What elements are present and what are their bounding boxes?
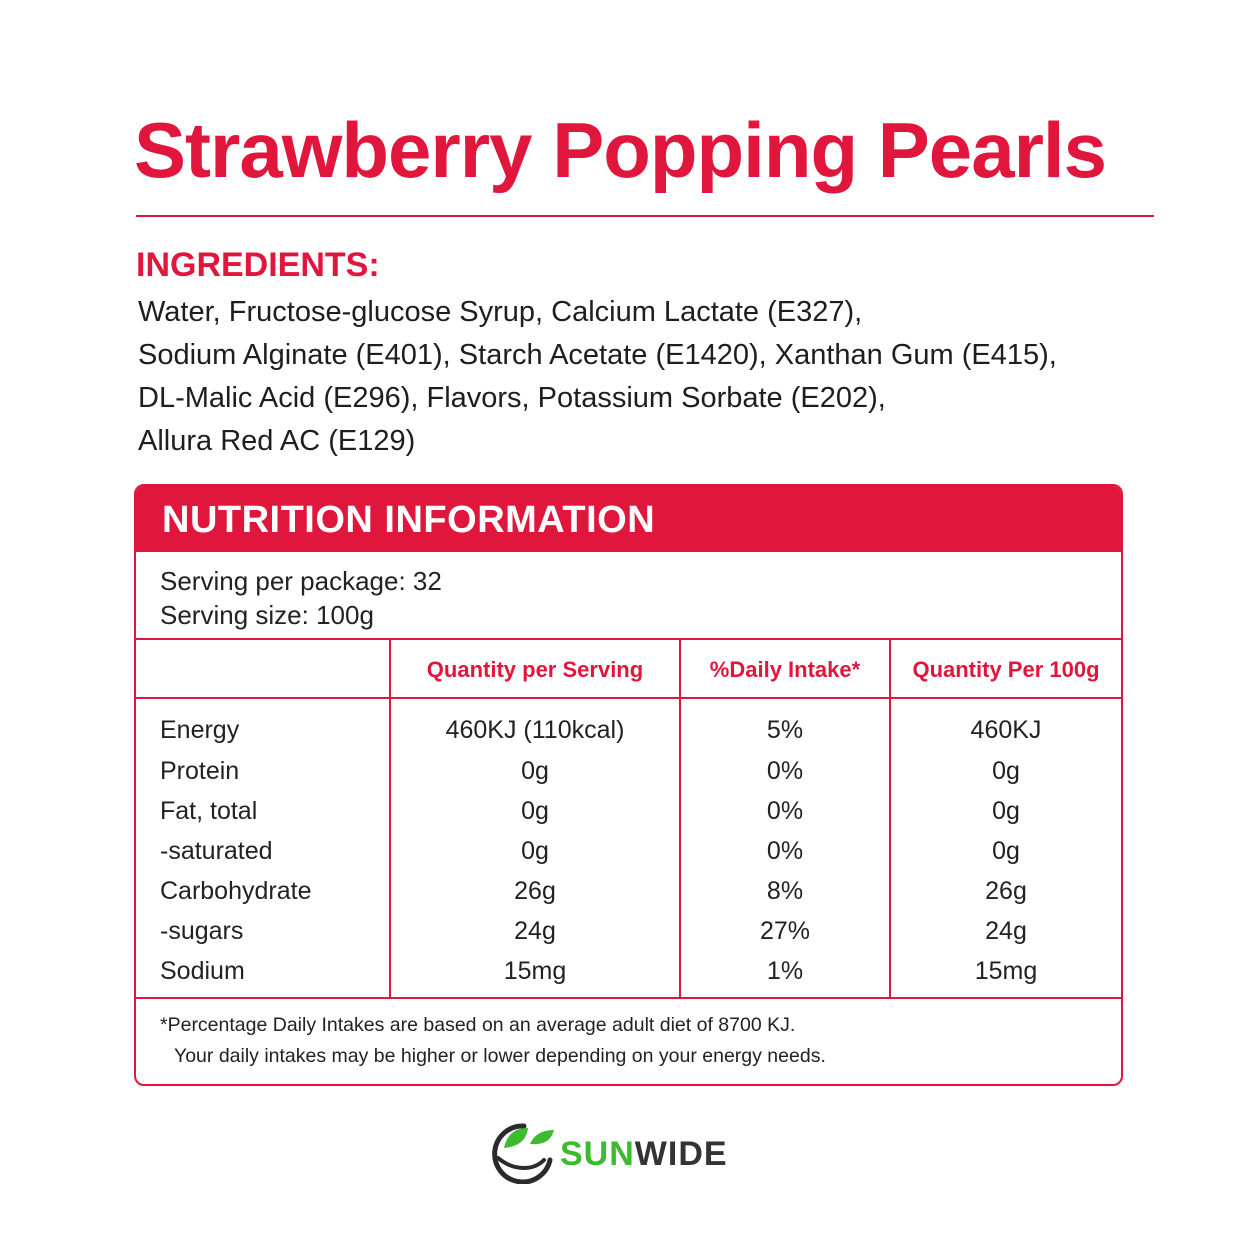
brand-name-part: WIDE [634, 1135, 728, 1173]
serving-info [160, 564, 442, 632]
quantity-per-serving: 0g [521, 837, 549, 865]
sunwide-leaf-logo-icon [484, 1114, 564, 1184]
quantity-per-100g: 26g [985, 877, 1027, 905]
nutrient-name: Carbohydrate [160, 877, 312, 905]
brand-logo [484, 1114, 784, 1184]
table-row [136, 710, 1121, 750]
nutrient-name: Energy [160, 716, 240, 744]
table-row [136, 871, 1121, 911]
ingredients-list [138, 291, 1138, 463]
footnote-line: Your daily intakes may be higher or lower depending on your energy needs. [174, 1045, 826, 1067]
serving-size: Serving size: 100g [160, 600, 374, 630]
table-row [136, 791, 1121, 831]
nutrient-name: Protein [160, 757, 240, 785]
daily-intake: 0% [766, 797, 804, 825]
table-row [136, 751, 1121, 791]
ingredients-line: DL-Malic Acid (E296), Flavors, Potassium Sorbate (E202), [138, 382, 886, 414]
brand-name-part: SUN [560, 1135, 635, 1173]
nutrient-name: -sugars [160, 917, 244, 945]
daily-intake: 1% [766, 957, 804, 985]
ingredients-heading: INGREDIENTS: [136, 246, 380, 284]
quantity-per-serving: 0g [521, 757, 549, 785]
quantity-per-serving: 26g [514, 877, 556, 905]
nutrition-heading: NUTRITION INFORMATION [162, 499, 656, 541]
quantity-per-100g: 0g [992, 757, 1020, 785]
ingredients-line: Water, Fructose-glucose Syrup, Calcium Lactate (E327), [138, 296, 863, 328]
product-title: Strawberry Popping Pearls [134, 106, 1106, 194]
daily-intake: 8% [766, 877, 804, 905]
nutrition-panel [134, 484, 1123, 1086]
nutrient-name: -saturated [160, 837, 273, 865]
title-divider [136, 215, 1154, 217]
nutrition-header-bar [136, 486, 1121, 552]
table-row [136, 951, 1121, 991]
column-header-per-100g: Quantity Per 100g [912, 657, 1100, 682]
quantity-per-serving: 460KJ (110kcal) [445, 716, 625, 744]
serving-per-package: Serving per package: 32 [160, 566, 442, 596]
table-row [136, 911, 1121, 951]
daily-intake: 0% [766, 837, 804, 865]
nutrient-name: Sodium [160, 957, 245, 985]
quantity-per-100g: 0g [992, 837, 1020, 865]
column-header-serving: Quantity per Serving [426, 657, 644, 682]
table-bottom-rule [136, 997, 1121, 999]
table-row [136, 831, 1121, 871]
footnote-line: *Percentage Daily Intakes are based on an average adult diet of 8700 KJ. [160, 1014, 796, 1036]
brand-name [560, 1132, 728, 1176]
quantity-per-100g: 24g [985, 917, 1027, 945]
quantity-per-100g: 15mg [974, 957, 1038, 985]
ingredients-line: Sodium Alginate (E401), Starch Acetate (E1420), Xanthan Gum (E415), [138, 339, 1057, 371]
quantity-per-serving: 0g [521, 797, 549, 825]
column-header-daily-intake: %Daily Intake* [709, 657, 861, 682]
daily-intake: 5% [766, 716, 804, 744]
quantity-per-100g: 0g [992, 797, 1020, 825]
quantity-per-serving: 15mg [503, 957, 567, 985]
daily-intake: 27% [759, 917, 811, 945]
footnote [160, 1010, 826, 1072]
quantity-per-serving: 24g [514, 917, 556, 945]
quantity-per-100g: 460KJ [970, 716, 1042, 744]
nutrient-name: Fat, total [160, 797, 258, 825]
ingredients-line: Allura Red AC (E129) [138, 425, 416, 457]
daily-intake: 0% [766, 757, 804, 785]
